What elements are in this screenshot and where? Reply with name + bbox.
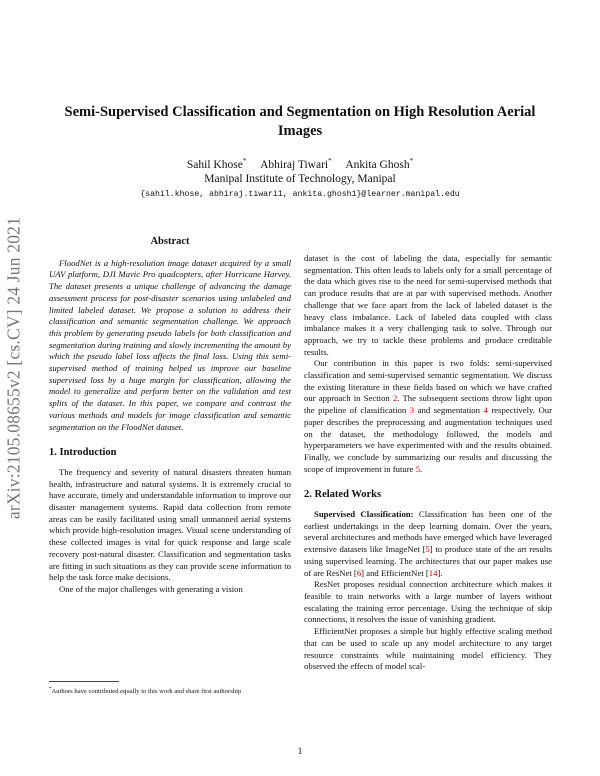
paper-title: Semi-Supervised Classification and Segmentation on High Resolution Aerial Images — [64, 104, 536, 139]
footnote-rule — [49, 681, 119, 682]
intro-paragraph-2: One of the major challenges with generating a vision — [59, 583, 243, 594]
author-emails: {sahil.khose, abhiraj.tiwari1, ankita.ghosh1}@learner.manipal.edu — [140, 190, 460, 199]
author-mark: * — [242, 157, 247, 165]
related-works-heading: 2. Related Works — [304, 489, 382, 501]
resnet-paragraph: ResNet proposes residual connection architecture which makes it feasible to train networks with a large number of layers without escalating the training error percentage. Using the technique of skip connections, it resolves the issue of vanishing gradient. — [304, 579, 552, 625]
intro-paragraph-1: The frequency and severity of natural disasters threaten human health, infrastructure and natural systems. It is extremely crucial to have accurate, timely and understandable information to improve our disaster management systems. Rapid data collection from remote areas can be easily facilitated using small unmanned aerial systems which provide high-resolution images. Visual scene understanding of these collected images is vital for quick response and large scale recovery post-natural disaster. Classification and segmentation tasks are fitting in such situations as they can provide scene information to help the task force make decisions. — [49, 466, 291, 583]
abstract-heading: Abstract — [150, 236, 190, 247]
author-list — [60, 157, 540, 171]
section-link[interactable]: 5 — [415, 463, 421, 474]
introduction-heading: 1. Introduction — [49, 447, 117, 459]
abstract-text: FloodNet is a high-resolution image dataset acquired by a small UAV platform, DJI Mavic Pro quadcopters, after Hurricane Harvey. The dataset presents a unique challenge of advancing the damage assessment process for post-disaster scenarios using unlabeled and limited labeled dataset. We propose a solution to address their classification and semantic segmentation challenge. We approach this problem by generating pseudo labels for both classification and segmentation during training and slowly incrementing the amount by which the pseudo label loss affects the final loss. Using this semi-supervised method of training helped us improve our baseline supervised loss by a huge margin for classification, allowing the model to generalize and perform better on the validation and test splits of the dataset. In this paper, we compare and contrast the various methods and models for image classification and semantic segmentation on the FloodNet dataset. — [49, 257, 291, 432]
author-name: Ankita Ghosh — [345, 158, 410, 171]
citation-link[interactable]: 5 — [425, 544, 430, 555]
supervised-classification-paragraph: Supervised Classification: Classification has been one of the earliest undertakings in the deep learning domain. Over the years, several architectures and methods have emerged which have leveraged extensive datasets like ImageNet [5] to produce state of the art results using supervised learning. The architectures that our paper makes use of are ResNet [6] and EfficientNet [14]. — [304, 509, 552, 578]
author-mark: * — [409, 157, 414, 165]
intro-paragraph-3: Our contribution in this paper is two folds: semi-supervised classification and semi-supervised semantic segmentation. We discuss the existing literature in these fields based on which we have crafted our approach in Section 2. The subsequent sections throw light upon the pipeline of classification 3 and segmentation 4 respectively. Our paper describes the preprocessing and augmentation techniques used on the dataset, the methodology followed, the models and hyperparameters we have experimented with and the results obtained. Finally, we conclude by summarizing our results and discussing the scope of improvement in future 5. — [304, 358, 553, 474]
institution: Manipal Institute of Technology, Manipal — [204, 173, 396, 185]
citation-link[interactable]: 6 — [356, 567, 362, 578]
paragraph-label: Supervised Classification: — [314, 509, 414, 520]
right-column — [304, 253, 552, 673]
section-link[interactable]: 2 — [392, 393, 398, 404]
page-number: 1 — [297, 747, 303, 757]
footnote: *Authors have contributed equally to this work and share first authorship — [49, 687, 242, 696]
arxiv-identifier: arXiv:2105.08655v2 [cs.CV] 24 Jun 2021 — [3, 216, 24, 519]
section-link[interactable]: 4 — [483, 405, 488, 416]
author-mark: * — [328, 157, 332, 165]
left-column — [49, 236, 291, 596]
author-name: Abhiraj Tiwari — [260, 158, 329, 171]
section-link[interactable]: 3 — [409, 405, 415, 416]
footnote-mark: * — [49, 687, 52, 692]
intro-paragraph-2-continued: dataset is the cost of labeling the data, especially for semantic segmentation. This often leads to labels only for a small percentage of the data which gives rise to the need for semi-supervised methods that can produce results that are at par with supervised methods. Another challenge that we face apart from the lack of labeled dataset is the heavy class imbalance. Lack of labeled data coupled with class imbalance makes it a very challenging task to solve. Through our approach, we try to tackle these problems and produce creditable results. — [304, 253, 552, 357]
author-name: Sahil Khose — [186, 158, 243, 171]
citation-link[interactable]: 14 — [428, 567, 438, 578]
efficientnet-paragraph: EfficientNet proposes a simple but highly effective scaling method that can be used to scale up any model architecture to any target resource constraints while maintaining model efficiency. They observed the effects of model scal- — [304, 626, 552, 672]
